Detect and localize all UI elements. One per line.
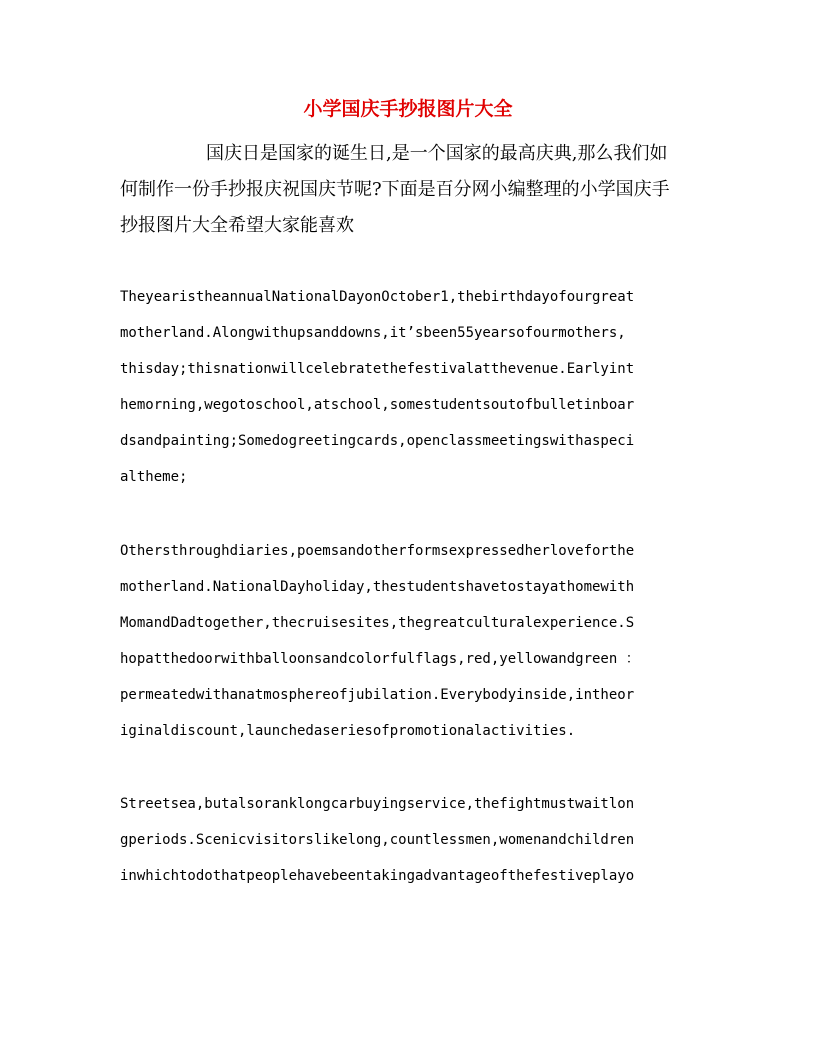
paragraph-line: Streetsea,butalsoranklongcarbuyingservice,thefightmustwaitlon bbox=[120, 796, 635, 812]
paragraph-line: thisday;thisnationwillcelebratethefestivalatthevenue.Earlyint bbox=[120, 361, 635, 377]
body-paragraph-3 bbox=[120, 786, 700, 894]
paragraph-line: motherland.NationalDayholiday,thestudentshavetostayathomewith bbox=[120, 579, 635, 595]
intro-paragraph bbox=[120, 136, 700, 244]
paragraph-line: hopatthedoorwithballoonsandcolorfulflags,red,yellowandgreen ： bbox=[120, 651, 640, 667]
intro-line: 抄报图片大全希望大家能喜欢 bbox=[120, 215, 354, 236]
paragraph-line: altheme; bbox=[120, 469, 188, 485]
paragraph-line: gperiods.Scenicvisitorslikelong,countlessmen,womenandchildren bbox=[120, 832, 635, 848]
paragraph-line: permeatedwithanatmosphereofjubilation.Everybodyinside,intheor bbox=[120, 687, 635, 703]
paragraph-line: motherland.Alongwithupsanddowns,it’sbeen55yearsofourmothers, bbox=[120, 325, 626, 341]
paragraph-line: dsandpainting;Somedogreetingcards,openclassmeetingswithaspeci bbox=[120, 433, 635, 449]
paragraph-line: hemorning,wegotoschool,atschool,somestudentsoutofbulletinboar bbox=[120, 397, 635, 413]
intro-line: 国庆日是国家的诞生日,是一个国家的最高庆典,那么我们如 bbox=[206, 143, 668, 164]
paragraph-line: Othersthroughdiaries,poemsandotherformsexpressedherloveforthe bbox=[120, 543, 635, 559]
body-paragraph-2 bbox=[120, 533, 700, 749]
paragraph-line: TheyearistheannualNationalDayonOctober1,thebirthdayofourgreat bbox=[120, 289, 635, 305]
body-paragraph-1 bbox=[120, 279, 700, 495]
paragraph-line: inwhichtodothatpeoplehavebeentakingadvantageofthefestiveplayo bbox=[120, 868, 635, 884]
paragraph-line: iginaldiscount,launchedaseriesofpromotionalactivities. bbox=[120, 723, 576, 739]
intro-line: 何制作一份手抄报庆祝国庆节呢?下面是百分网小编整理的小学国庆手 bbox=[120, 179, 670, 200]
document-title: 小学国庆手抄报图片大全 bbox=[303, 98, 513, 120]
paragraph-line: MomandDadtogether,thecruisesites,thegreatculturalexperience.S bbox=[120, 615, 635, 631]
